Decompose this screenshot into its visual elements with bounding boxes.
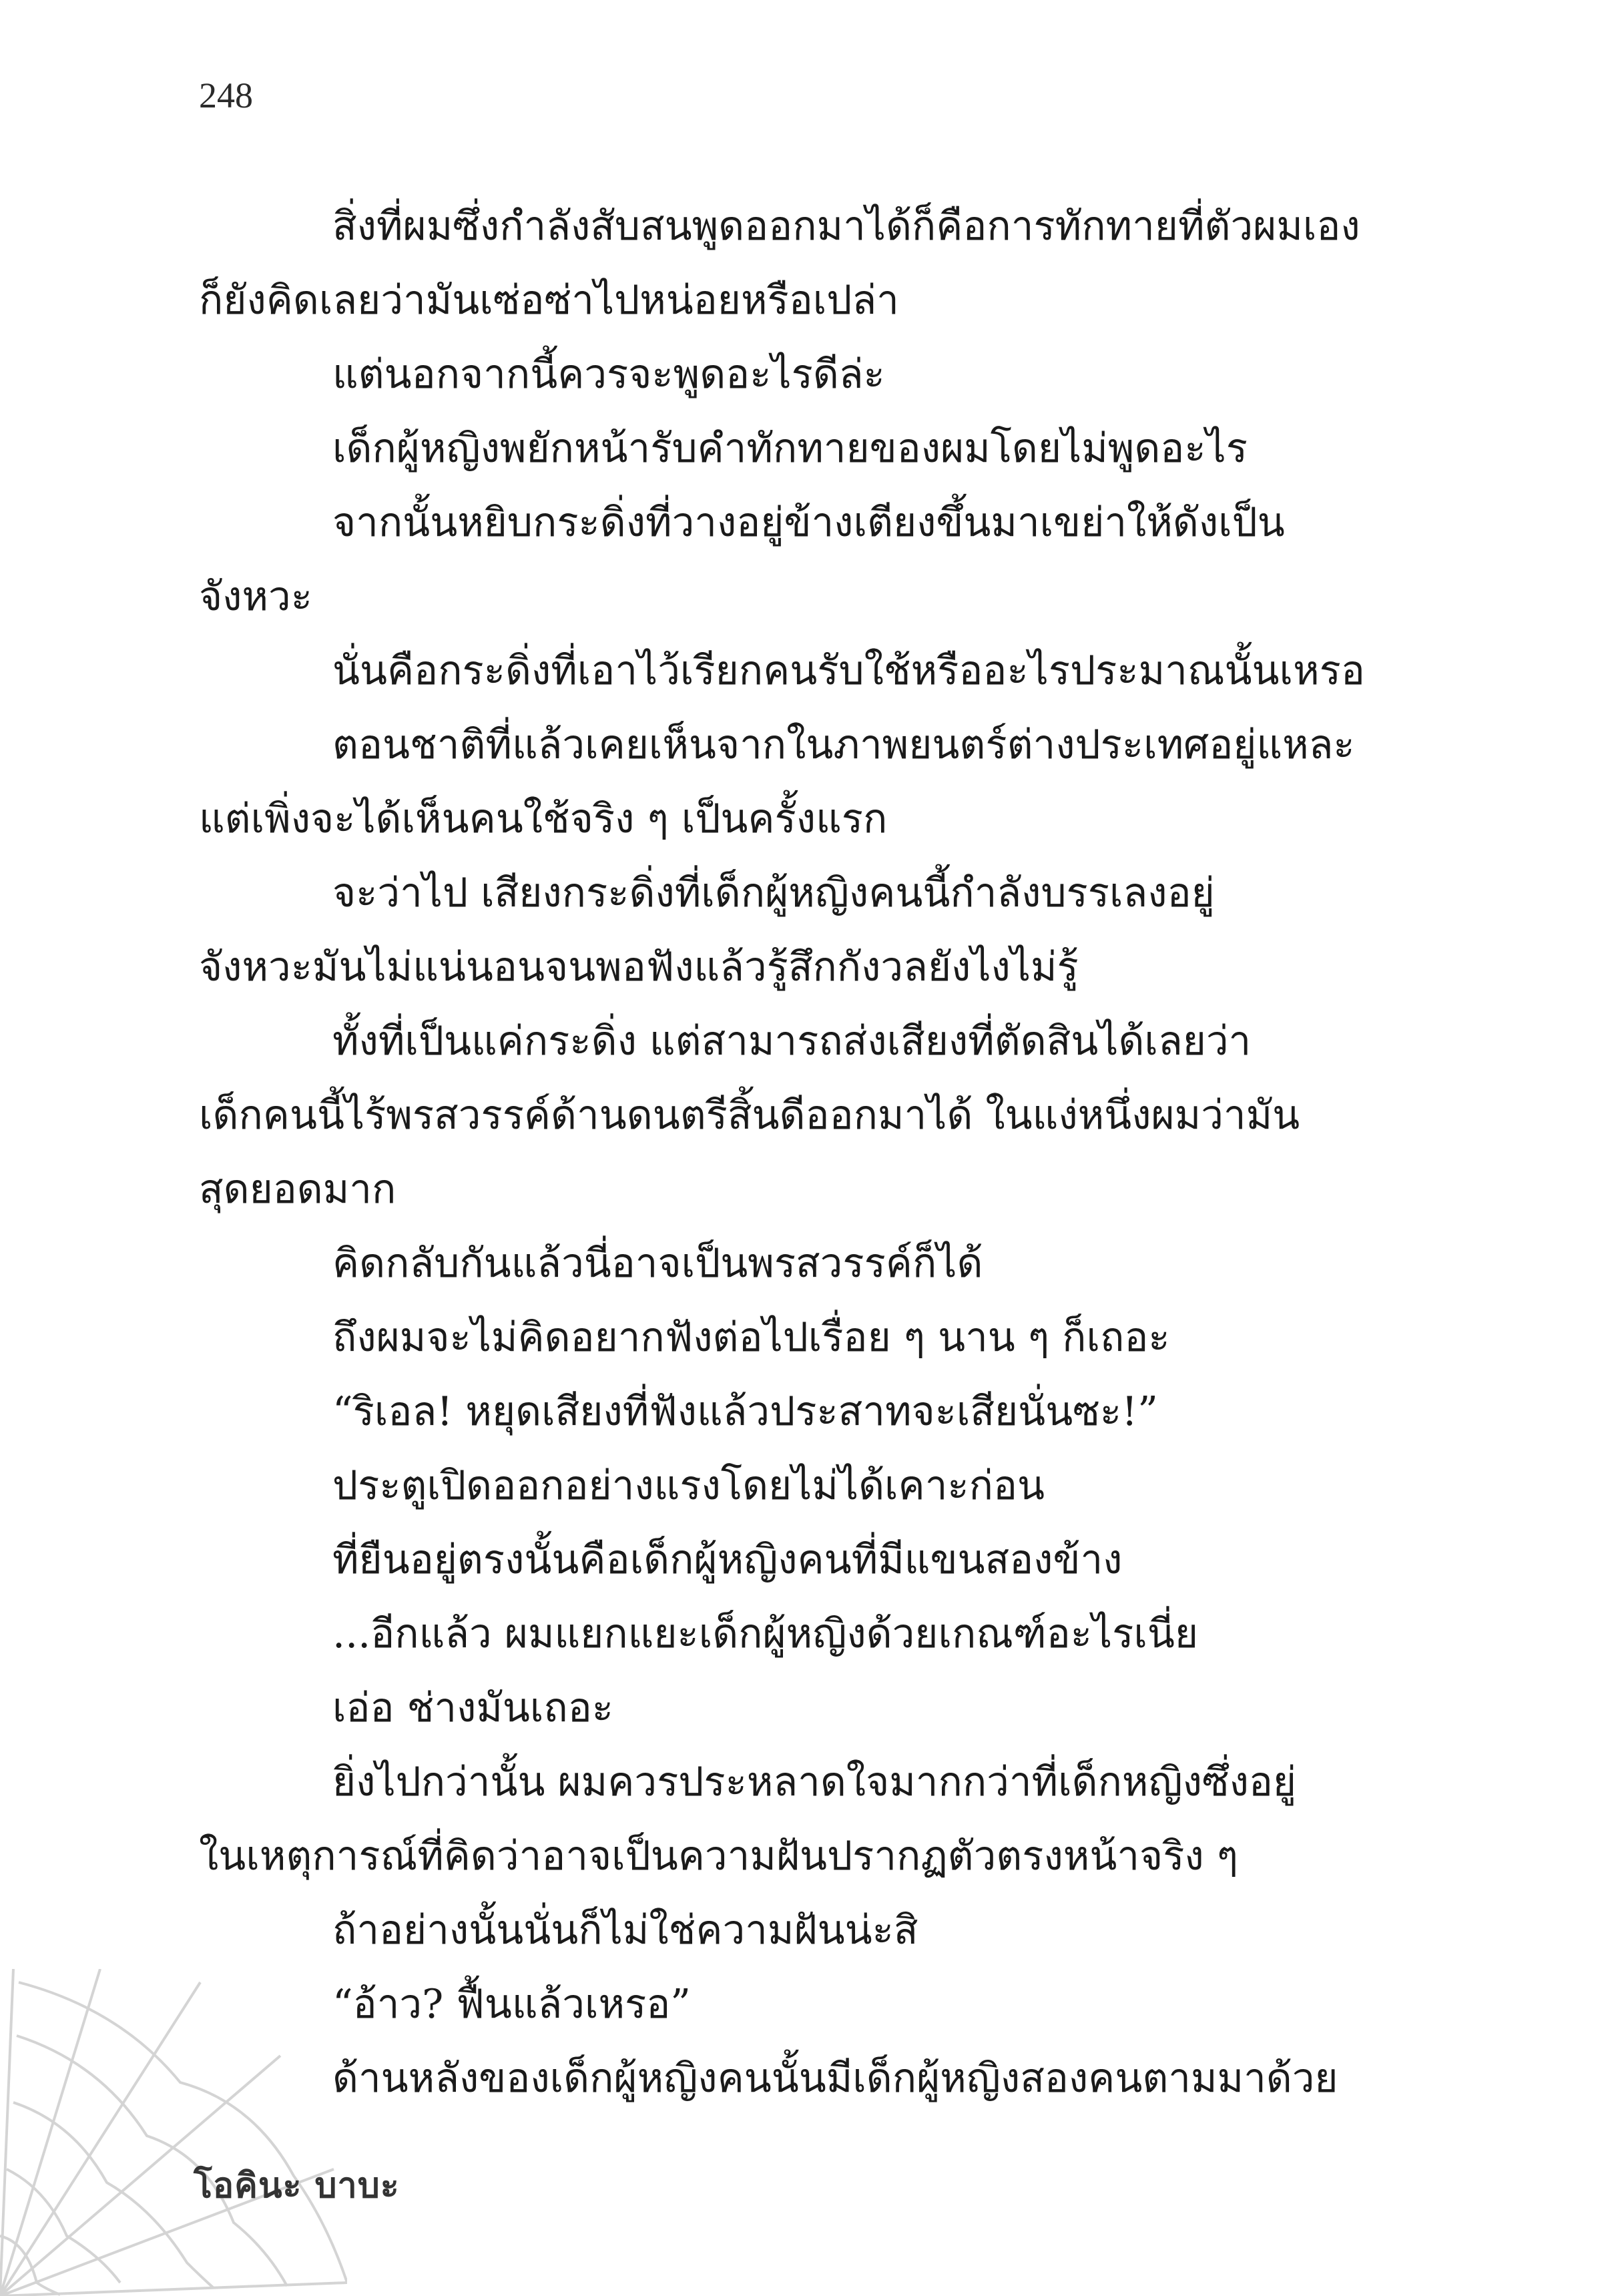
text-line: ยิ่งไปกว่านั้น ผมควรประหลาดใจมากกว่าที่เด็กหญิงซึ่งอยู่ [332, 1759, 1297, 1805]
text-line: ทั้งที่เป็นแค่กระดิ่ง แต่สามารถส่งเสียงที่ตัดสินได้เลยว่า [332, 1018, 1252, 1065]
text-line: “ริเอล! หยุดเสียงที่ฟังแล้วประสาทจะเสียนั่นซะ!” [332, 1388, 1158, 1435]
text-line: ที่ยืนอยู่ตรงนั้นคือเด็กผู้หญิงคนที่มีแขนสองข้าง [332, 1536, 1123, 1583]
body-text [199, 190, 1408, 2116]
text-line: เด็กคนนี้ไร้พรสวรรค์ด้านดนตรีสิ้นดีออกมาได้ ในแง่หนึ่งผมว่ามัน [199, 1092, 1300, 1139]
text-line: แต่นอกจากนี้ควรจะพูดอะไรดีล่ะ [332, 351, 885, 398]
text-line: ด้านหลังของเด็กผู้หญิงคนนั้นมีเด็กผู้หญิงสองคนตามมาด้วย [332, 2055, 1338, 2102]
text-line: จังหวะมันไม่แน่นอนจนพอฟังแล้วรู้สึกกังวลยังไงไม่รู้ [199, 944, 1079, 990]
text-line: เอ่อ ช่างมันเถอะ [332, 1685, 614, 1731]
text-line: คิดกลับกันแล้วนี่อาจเป็นพรสวรรค์ก็ได้ [332, 1240, 983, 1287]
text-line: ก็ยังคิดเลยว่ามันเซ่อซ่าไปหน่อยหรือเปล่า [199, 277, 899, 324]
text-line: จะว่าไป เสียงกระดิ่งที่เด็กผู้หญิงคนนี้กำลังบรรเลงอยู่ [332, 870, 1215, 916]
text-line: จากนั้นหยิบกระดิ่งที่วางอยู่ข้างเตียงขึ้นมาเขย่าให้ดังเป็น [332, 499, 1285, 546]
text-line: เด็กผู้หญิงพยักหน้ารับคำทักทายของผมโดยไม่พูดอะไร [332, 425, 1248, 472]
footer-author-name: โอคินะ บาบะ [194, 2166, 400, 2206]
text-line: ...อีกแล้ว ผมแยกแยะเด็กผู้หญิงด้วยเกณฑ์อะไรเนี่ย [332, 1611, 1199, 1657]
text-line: ในเหตุการณ์ที่คิดว่าอาจเป็นความฝันปรากฏตัวตรงหน้าจริง ๆ [199, 1833, 1239, 1880]
text-line: ตอนชาติที่แล้วเคยเห็นจากในภาพยนตร์ต่างประเทศอยู่แหละ [332, 722, 1355, 768]
text-line: ถ้าอย่างนั้นนั่นก็ไม่ใช่ความฝันน่ะสิ [332, 1907, 918, 1954]
text-line: “อ้าว? ฟื้นแล้วเหรอ” [332, 1981, 691, 2028]
text-line: สิ่งที่ผมซึ่งกำลังสับสนพูดออกมาได้ก็คือการทักทายที่ตัวผมเอง [332, 203, 1360, 250]
text-line: ถึงผมจะไม่คิดอยากฟังต่อไปเรื่อย ๆ นาน ๆ ก็เถอะ [332, 1314, 1170, 1361]
text-line: ประตูเปิดออกอย่างแรงโดยไม่ได้เคาะก่อน [332, 1462, 1045, 1509]
spider-web-decoration [0, 1969, 347, 2296]
text-line: สุดยอดมาก [199, 1166, 396, 1213]
text-line: แต่เพิ่งจะได้เห็นคนใช้จริง ๆ เป็นครั้งแรก [199, 796, 888, 842]
page-number: 248 [199, 75, 253, 115]
text-line: จังหวะ [199, 573, 312, 620]
text-line: นั่นคือกระดิ่งที่เอาไว้เรียกคนรับใช้หรืออะไรประมาณนั้นเหรอ [332, 647, 1365, 694]
